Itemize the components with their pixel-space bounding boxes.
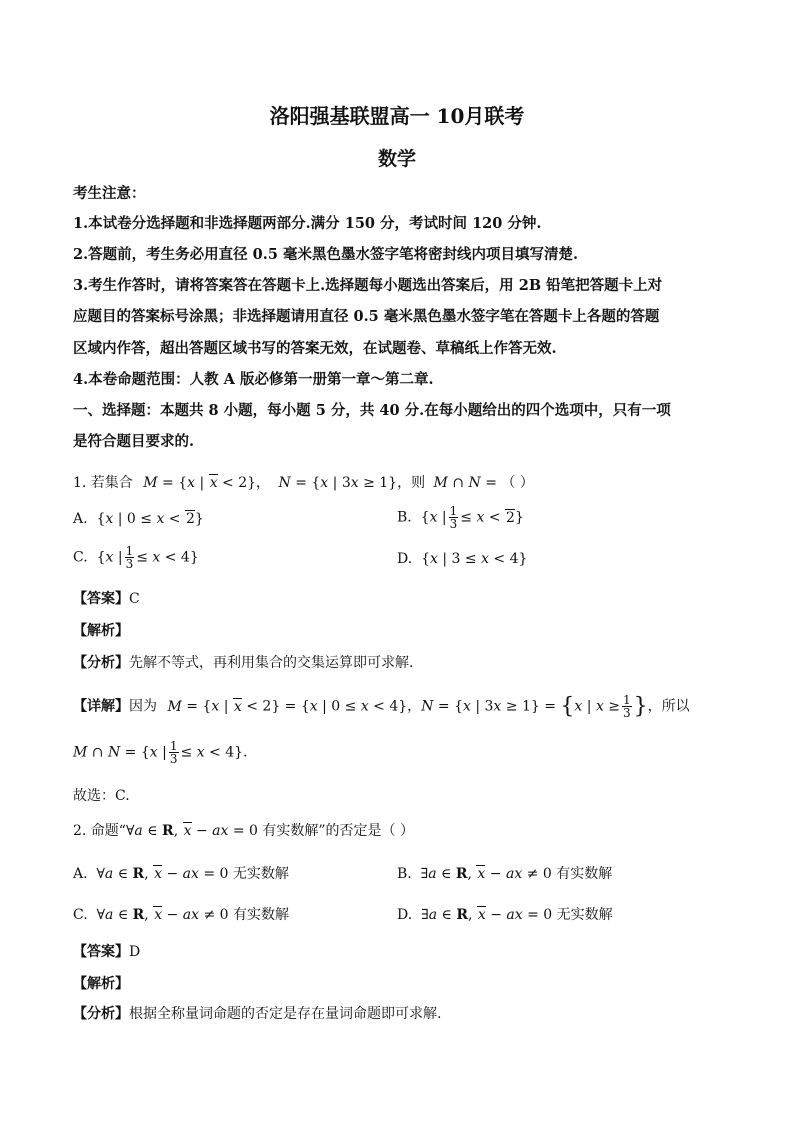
q1-fenxi: 【分析】先解不等式，再利用集合的交集运算即可求解.	[73, 655, 414, 671]
q1-option-a: A. {x | 0 ≤ x < 2}	[73, 511, 204, 527]
q1-option-c: C. {x | $\frac{1}{3}$ ≤ x < 4}	[73, 544, 199, 571]
set-N: N	[278, 475, 291, 491]
notice-item: 4.本卷命题范围：人教 A 版必修第一册第一章～第二章.	[73, 371, 434, 388]
q1-intersection-result: M ∩ N = {x | $\frac{1}{3}$ ≤ x < 4}.	[73, 739, 248, 766]
notice-item: 区域内作答，超出答题区域书写的答案无效，在试题卷、草稿纸上作答无效.	[73, 340, 557, 357]
set-M: M	[143, 475, 158, 491]
section-heading: 是符合题目要求的.	[73, 433, 195, 450]
q1-answer: 【答案】C	[73, 591, 140, 607]
question-1-stem: 1. 若集合 M = {x | x < 2}， N = {x | 3x ≥ 1}，则 M ∩ N = （ ）	[73, 475, 534, 491]
notice-item: 应题目的答案标号涂黑；非选择题请用直径 0.5 毫米黑色墨水签字笔在答题卡上各题的答题	[73, 308, 660, 325]
q1-analysis-tag: 【解析】	[73, 623, 129, 639]
exam-title: 洛阳强基联盟高一 10月联考	[269, 104, 525, 128]
section-heading: 一、选择题：本题共 8 小题，每小题 5 分，共 40 分.在每小题给出的四个选项中，只有一项	[73, 402, 671, 419]
q2-option-b: B. ∃a ∈ R, x − ax ≠ 0 有实数解	[397, 866, 613, 882]
q2-option-c: C. ∀a ∈ R, x − ax ≠ 0 有实数解	[73, 907, 289, 923]
notice-item: 3.考生作答时，请将答案答在答题卡上.选择题每小题选出答案后，用 2B 铅笔把答题卡上对	[73, 277, 663, 294]
q2-option-a: A. ∀a ∈ R, x − ax = 0 无实数解	[73, 866, 289, 882]
q2-answer: 【答案】D	[73, 944, 141, 960]
q2-fenxi: 【分析】根据全称量词命题的否定是存在量词命题即可求解.	[73, 1006, 442, 1022]
notice-item: 1.本试卷分选择题和非选择题两部分.满分 150 分，考试时间 120 分钟.	[73, 215, 542, 232]
q1-conclusion: 故选：C.	[73, 788, 130, 804]
notice-heading: 考生注意：	[73, 185, 146, 202]
subject-title: 数学	[377, 148, 416, 170]
notice-item: 2.答题前，考生务必用直径 0.5 毫米黑色墨水签字笔将密封线内项目填写清楚.	[73, 246, 579, 263]
q1-option-b: B. {x | $\frac{1}{3}$ ≤ x < 2}	[397, 504, 524, 531]
q1-option-d: D. {x | 3 ≤ x < 4}	[397, 551, 528, 567]
q2-option-d: D. ∃a ∈ R, x − ax = 0 无实数解	[397, 907, 613, 923]
q1-detailed-solution: 【详解】因为 M = {x | x < 2} = {x | 0 ≤ x < 4}，N = {x | 3x ≥ 1} = {x | x ≥ $\frac{1}{3}$ }，所以	[73, 693, 690, 720]
q2-analysis-tag: 【解析】	[73, 976, 129, 992]
question-2-stem: 2. 命题“∀a ∈ R, x − ax = 0 有实数解”的否定是（ ）	[73, 823, 414, 839]
